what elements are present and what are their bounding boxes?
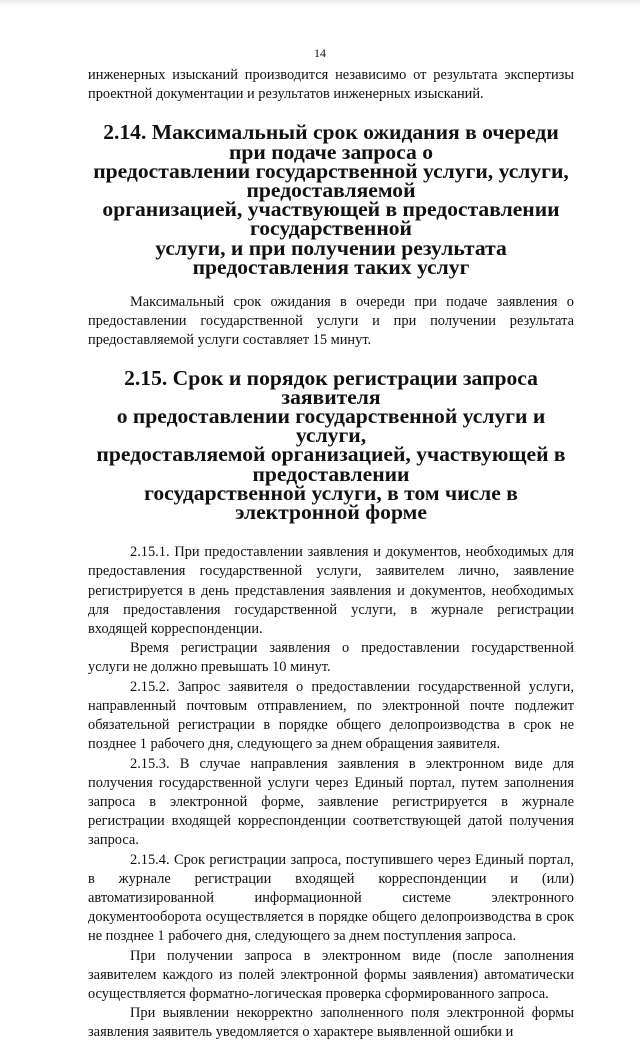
page-number: 14: [314, 46, 326, 60]
paragraph-error-notice: При выявлении некорректно заполненного поля электронной формы заявления заявитель уведомляется о характере выявленной ошибки и: [88, 1005, 574, 1041]
heading-line: 2.14. Максимальный срок ожидания в очереди при подаче запроса о: [103, 120, 559, 164]
section-2-14-heading: [88, 120, 574, 279]
paragraph-registration-time: Время регистрации заявления о предоставлении государственной услуги не должно превышать 10 минут.: [88, 640, 574, 676]
paragraph-2-15-2: 2.15.2. Запрос заявителя о предоставлении государственной услуги, направленный почтовым отправлением, по электронной почте подлежит обязательной регистрации в порядке общего делопроизводства в срок не позднее 1 рабочего дня, следующего за днем обращения заявителя.: [88, 678, 574, 753]
heading-line: предоставлении государственной услуги, услуги, предоставляемой: [93, 158, 569, 203]
paragraph-2-15-1: 2.15.1. При предоставлении заявления и документов, необходимых для предоставления государственной услуги, заявителем лично, заявление регистрируется в день представления заявления и документов, необходимых для предоставления государственной услуги, в журнале регистрации входящей корреспонденции.: [88, 544, 574, 638]
paragraph-2-15-4: 2.15.4. Срок регистрации запроса, поступившего через Единый портал, в журнале регистрации входящей корреспонденции и (или) автоматизированной информационной системе электронного документооборота осуществляется в порядке общего делопроизводства в срок не позднее 1 рабочего дня, следующего за днем поступления запроса.: [88, 851, 574, 945]
paragraph-format-check: При получении запроса в электронном виде (после заполнения заявителем каждого из полей электронной формы заявления) автоматически осуществляется форматно-логическая проверка сформированного запроса.: [88, 947, 574, 1002]
heading-line: государственной услуги, в том числе в электронной форме: [144, 480, 518, 525]
heading-line: предоставляемой организацией, участвующей в предоставлении: [96, 442, 566, 486]
heading-line: организацией, участвующей в предоставлении государственной: [102, 197, 560, 241]
heading-line: 2.15. Срок и порядок регистрации запроса заявителя: [124, 365, 538, 409]
intro-paragraph: инженерных изысканий производится независимо от результата экспертизы проектной документации и результатов инженерных изысканий.: [88, 67, 574, 103]
document-body: [88, 66, 574, 1043]
heading-line: о предоставлении государственной услуги и услуги,: [116, 404, 546, 448]
section-2-15-heading: [88, 365, 574, 525]
heading-line: услуги, и при получении результата предоставления таких услуг: [155, 235, 507, 279]
section-2-14-paragraph: Максимальный срок ожидания в очереди при подаче заявления о предоставлении государственной услуги и при получении результата предоставляемой услуги составляет 15 минут.: [88, 294, 574, 349]
paragraph-2-15-3: 2.15.3. В случае направления заявления в электронном виде для получения государственной услуги через Единый портал, путем заполнения запроса в электронной форме, заявление регистрируется в журнале регистрации входящей корреспонденции соответствующей датой получения запроса.: [88, 755, 574, 849]
scan-edge-shadow: [0, 0, 640, 6]
